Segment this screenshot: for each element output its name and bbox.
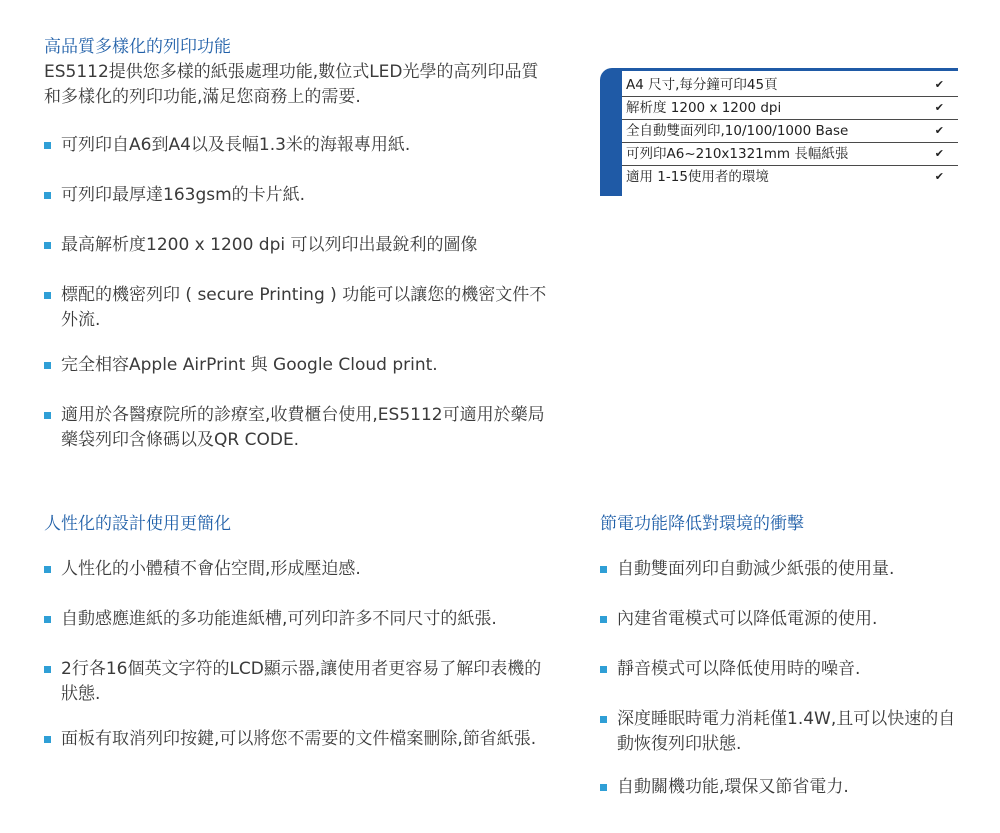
spec-rows: [622, 74, 958, 188]
square-bullet-icon: [44, 362, 51, 369]
list-item: [600, 557, 970, 582]
square-bullet-icon: [600, 666, 607, 673]
list-item-text: 深度睡眠時電力消耗僅1.4W,且可以快速的自動恢復列印狀態.: [617, 709, 956, 754]
section-title-power-saving: 節電功能降低對環境的衝擊: [600, 514, 804, 534]
list-item: [44, 557, 554, 582]
square-bullet-icon: [44, 666, 51, 673]
spec-row: [622, 143, 958, 166]
square-bullet-icon: [44, 566, 51, 573]
spec-accent-bar: [600, 68, 622, 196]
check-icon: ✔: [934, 78, 944, 91]
list-item-text: 最高解析度1200 x 1200 dpi 可以列印出最銳利的圖像: [61, 235, 478, 255]
list-item-text: 完全相容Apple AirPrint 與 Google Cloud print.: [61, 355, 438, 375]
square-bullet-icon: [44, 412, 51, 419]
spec-row-label: A4 尺寸,每分鐘可印45頁: [626, 77, 778, 93]
spec-row: [622, 166, 958, 188]
square-bullet-icon: [44, 192, 51, 199]
list-item: [600, 775, 970, 800]
spec-row: [622, 120, 958, 143]
spec-row: [622, 97, 958, 120]
list-item-text: 2行各16個英文字符的LCD顯示器,讓使用者更容易了解印表機的狀態.: [61, 659, 542, 704]
list-item: [44, 183, 554, 208]
spec-top-rule: [612, 68, 958, 71]
list-item: [600, 657, 970, 682]
list-item-text: 人性化的小體積不會佔空間,形成壓迫感.: [61, 559, 361, 579]
list-item: [44, 353, 554, 378]
square-bullet-icon: [44, 616, 51, 623]
list-item: [600, 607, 970, 632]
intro-paragraph: ES5112提供您多樣的紙張處理功能,數位式LED光學的高列印品質和多樣化的列印功能,滿足您商務上的需要.: [44, 62, 539, 107]
square-bullet-icon: [600, 716, 607, 723]
square-bullet-icon: [44, 242, 51, 249]
list-item: [44, 403, 554, 453]
list-item: [600, 707, 970, 757]
spec-row: [622, 74, 958, 97]
list-item-text: 自動關機功能,環保又節省電力.: [617, 777, 849, 797]
list-item: [44, 283, 554, 333]
list-item-text: 自動感應進紙的多功能進紙槽,可列印許多不同尺寸的紙張.: [61, 609, 497, 629]
list-item: [44, 607, 554, 632]
section-title-print-features: 高品質多樣化的列印功能: [44, 37, 231, 57]
list-item-text: 適用於各醫療院所的診療室,收費櫃台使用,ES5112可適用於藥局藥袋列印含條碼以及QR CODE.: [61, 405, 545, 450]
list-item-text: 自動雙面列印自動減少紙張的使用量.: [617, 559, 895, 579]
list-item-text: 內建省電模式可以降低電源的使用.: [617, 609, 878, 629]
square-bullet-icon: [600, 784, 607, 791]
square-bullet-icon: [44, 736, 51, 743]
check-icon: ✔: [934, 124, 944, 137]
list-item: [44, 233, 554, 258]
square-bullet-icon: [600, 566, 607, 573]
section-title-user-friendly: 人性化的設計使用更簡化: [44, 514, 231, 534]
check-icon: ✔: [934, 101, 944, 114]
spec-table: [600, 68, 958, 196]
spec-row-label: 全自動雙面列印,10/100/1000 Base: [626, 123, 849, 139]
list-item: [44, 657, 554, 707]
list-item-text: 標配的機密列印 ( secure Printing ) 功能可以讓您的機密文件不外流.: [61, 285, 547, 330]
square-bullet-icon: [44, 142, 51, 149]
spec-row-label: 適用 1-15使用者的環境: [626, 169, 769, 185]
list-item: [44, 133, 554, 158]
square-bullet-icon: [600, 616, 607, 623]
list-item-text: 面板有取消列印按鍵,可以將您不需要的文件檔案刪除,節省紙張.: [61, 729, 537, 749]
check-icon: ✔: [934, 170, 944, 183]
square-bullet-icon: [44, 292, 51, 299]
check-icon: ✔: [934, 147, 944, 160]
list-item-text: 可列印自A6到A4以及長幅1.3米的海報專用紙.: [61, 135, 411, 155]
spec-row-label: 可列印A6~210x1321mm 長幅紙張: [626, 146, 849, 162]
list-item-text: 靜音模式可以降低使用時的噪音.: [617, 659, 861, 679]
list-item-text: 可列印最厚達163gsm的卡片紙.: [61, 185, 306, 205]
list-item: [44, 727, 554, 752]
spec-row-label: 解析度 1200 x 1200 dpi: [626, 100, 782, 116]
